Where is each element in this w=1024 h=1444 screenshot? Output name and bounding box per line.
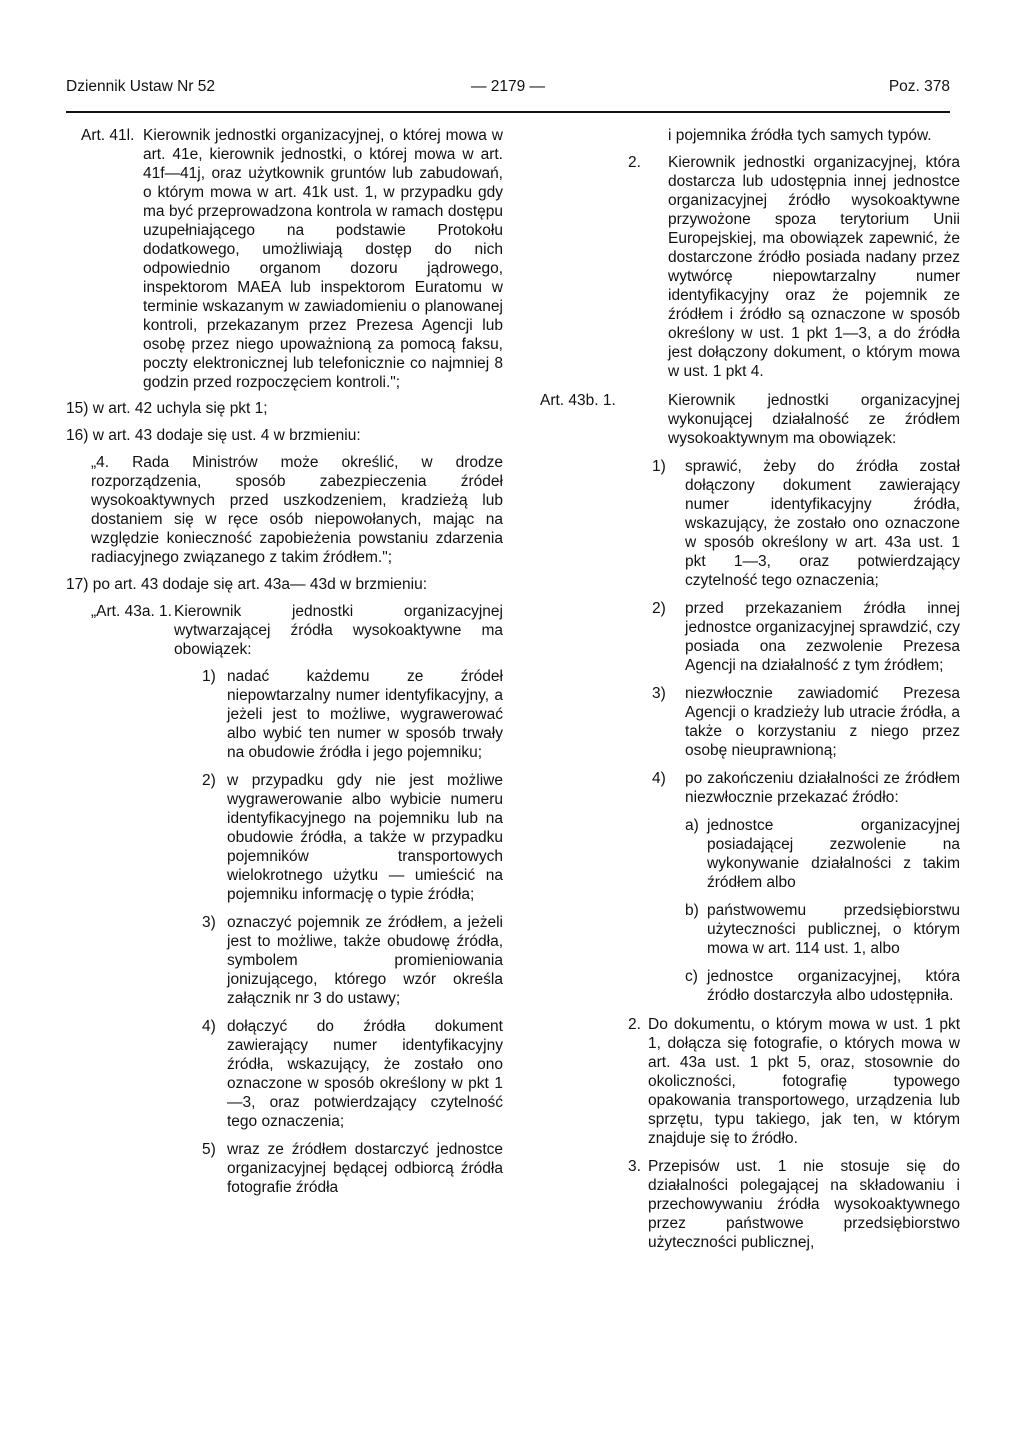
paragraph-marker: 3. [628, 1158, 641, 1175]
list-marker: 2) [202, 772, 216, 789]
list-item [652, 769, 960, 807]
continued-text: i pojemnika źródła tych samych typów. [668, 127, 932, 144]
list-item [202, 771, 503, 904]
list-item [202, 913, 503, 1008]
list-marker: 3) [202, 914, 216, 931]
left-column [66, 126, 503, 1197]
list-item [652, 457, 960, 590]
paragraph-text: Przepisów ust. 1 nie stosuje się do działalności polegającej na składowaniu i przechowywaniu źródła wysokoaktywnego przez państwowe przedsiębiorstwo użyteczności publicznej, [648, 1158, 960, 1251]
right-column [540, 126, 960, 1252]
list-marker: 1) [652, 458, 666, 475]
list-item [652, 684, 960, 760]
list-item [202, 667, 503, 762]
page-header [66, 78, 950, 104]
list-text: nadać każdemu ze źródeł niepowtarzalny numer identyfikacyjny, a jeżeli jest to możliwe, wygrawerować albo wybić ten numer w sposób trwały na obudowie źródła i jego pojemniku; [227, 668, 503, 761]
list-text: państwowemu przedsiębiorstwu użyteczności publicznej, o którym mowa w art. 114 ust. 1, albo [707, 902, 960, 957]
quoted-paragraph-4: „4. Rada Ministrów może określić, w drodze rozporządzenia, sposób zabezpieczenia źródeł wysokoaktywnych przed uszkodzeniem, kradzieżą lub dostaniem się w ręce osób niepowołanych, mając na względzie konieczność zapobieżenia powstaniu zdarzenia radiacyjnego związanego z takim źródłem."; [91, 454, 503, 566]
header-rule [66, 111, 950, 113]
position-number: Poz. 378 [888, 78, 950, 95]
paragraph-text: Do dokumentu, o którym mowa w ust. 1 pkt 1, dołącza się fotografie, o których mowa w art. 43a ust. 1 pkt 5, oraz, stosownie do okoliczności, fotografię typowego opakowania transportowego, urządzenia lub sprzętu, typu takiego, jak ten, w którym znajduje się to źródło. [648, 1016, 960, 1147]
list-marker: 5) [202, 1141, 216, 1158]
list-item [202, 1017, 503, 1131]
amendment-item-17: 17) po art. 43 dodaje się art. 43a— 43d w brzmieniu: [66, 576, 428, 593]
list-text: dołączyć do źródła dokument zawierający numer identyfikacyjny źródła, wskazujący, że zostało ono oznaczone w sposób określony w pkt 1—3, oraz potwierdzający czytelność tego oznaczenia; [227, 1018, 503, 1130]
list-item [652, 599, 960, 675]
list-marker: b) [685, 902, 699, 919]
article-text: Kierownik jednostki organizacyjnej wytwarzającej źródła wysokoaktywne ma obowiązek: [174, 603, 503, 658]
subpoint-list [685, 816, 960, 1005]
article-43b [540, 391, 960, 448]
list-item [202, 1140, 503, 1197]
article-43b-points [652, 457, 960, 1005]
paragraph-2 [628, 153, 960, 381]
article-marker: Art. 43b. 1. [540, 392, 616, 409]
list-text: oznaczyć pojemnik ze źródłem, a jeżeli jest to możliwe, także obudowę źródła, symbolem promieniowania jonizującego, którego wzór określa załącznik nr 3 do ustawy; [227, 914, 503, 1007]
amendment-item-15: 15) w art. 42 uchyla się pkt 1; [66, 400, 268, 417]
list-marker: 4) [652, 770, 666, 787]
list-text: sprawić, żeby do źródła został dołączony dokument zawierający numer identyfikacyjny źródła, wskazujący, że zostało ono oznaczone w sposób określony w art. 43a ust. 1 pkt 1—3, oraz potwierdzający czytelność tego oznaczenia; [685, 458, 960, 589]
article-text: Kierownik jednostki organizacyjnej, o której mowa w art. 41e, kierownik jednostki, o której mowa w art. 41f—41j, oraz użytkownik gruntów lub zabudowań, o którym mowa w art. 41k ust. 1, w przypadku gdy ma być przeprowadzona kontrola w ramach dostępu uzupełniającego na podstawie Protokołu dodatkowego, umożliwiają dostęp do nich odpowiednio organom dozoru jądrowego, inspektorom MAEA lub inspektorom Euratomu w terminie wskazanym w zawiadomieniu o planowanej kontroli, przekazanym przez Prezesa Agencji lub osobę przez niego upoważnioną za pomocą faksu, poczty elektronicznej lub telefonicznie co najmniej 8 godzin przed rozpoczęciem kontroli."; [143, 127, 503, 391]
list-text: niezwłocznie zawiadomić Prezesa Agencji o kradzieży lub utracie źródła, a także o korzystaniu z niego przez osobę nieuprawnioną; [685, 685, 960, 759]
paragraph-text: Kierownik jednostki organizacyjnej, która dostarcza lub udostępnia innej jednostce organizacyjnej źródło wysokoaktywne przywożone spoza terytorium Unii Europejskiej, ma obowiązek zapewnić, że dostarczone źródło posiada nadany przez wytwórcę niepowtarzalny numer identyfikacyjny oraz że pojemnik ze źródłem i źródło są oznaczone w sposób określony w ust. 1 pkt 1—3, a do źródła jest dołączony dokument, o którym mowa w ust. 1 pkt 4. [668, 154, 960, 380]
journal-title: Dziennik Ustaw Nr 52 [66, 78, 216, 95]
list-marker: 3) [652, 685, 666, 702]
list-item [685, 816, 960, 892]
article-43a [91, 602, 503, 659]
list-text: po zakończeniu działalności ze źródłem niezwłocznie przekazać źródło: [685, 770, 960, 806]
article-marker: Art. 41l. [81, 127, 135, 144]
list-text: jednostce organizacyjnej, która źródło dostarczyła albo udostępniła. [707, 968, 960, 1004]
list-marker: 1) [202, 668, 216, 685]
list-text: wraz ze źródłem dostarczyć jednostce organizacyjnej będącej odbiorcą źródła fotografie źródła [227, 1141, 503, 1196]
paragraph-3 [628, 1157, 960, 1252]
list-marker: c) [685, 968, 698, 985]
list-item [685, 967, 960, 1005]
list-item [685, 901, 960, 958]
paragraph-marker: 2. [628, 1016, 641, 1033]
list-text: jednostce organizacyjnej posiadającej zezwolenie na wykonywanie działalności z takim źródłem albo [707, 817, 960, 891]
list-marker: 2) [652, 600, 666, 617]
list-text: przed przekazaniem źródła innej jednostce organizacyjnej sprawdzić, czy posiada ona zezwolenie Prezesa Agencji na działalność z tym źródłem; [685, 600, 960, 674]
article-41l [81, 126, 503, 392]
paragraph-marker: 2. [628, 154, 641, 171]
list-text: w przypadku gdy nie jest możliwe wygrawerowanie albo wybicie numeru identyfikacyjnego na pojemniku lub na obudowie źródła, a także w przypadku pojemników transportowych wielokrotnego użytku — umieścić na pojemniku informację o typie źródła; [227, 772, 503, 903]
list-marker: 4) [202, 1018, 216, 1035]
list-marker: a) [685, 817, 699, 834]
paragraph-2-dokument [628, 1015, 960, 1148]
amendment-item-16: 16) w art. 43 dodaje się ust. 4 w brzmieniu: [66, 427, 361, 444]
page-number: — 2179 — [470, 78, 546, 95]
article-43a-points [202, 667, 503, 1197]
article-text: Kierownik jednostki organizacyjnej wykonującej działalność ze źródłem wysokoaktywnym ma obowiązek: [668, 392, 960, 447]
article-marker: „Art. 43a. 1. [91, 603, 172, 620]
